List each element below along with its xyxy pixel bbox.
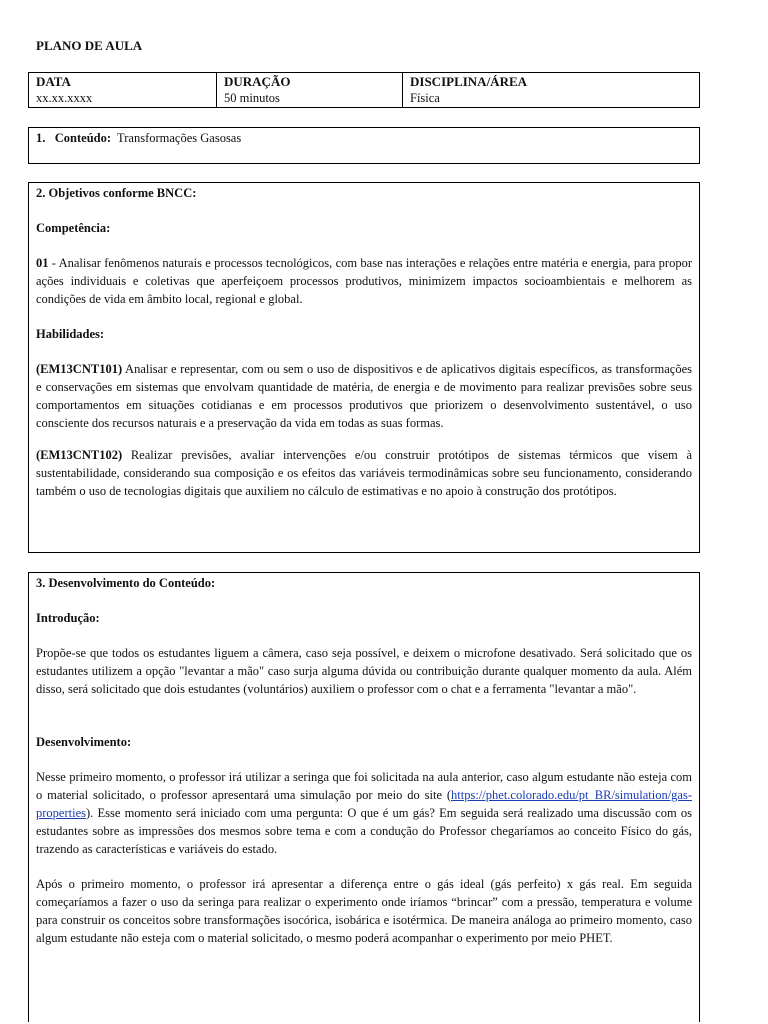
section-objetivos — [28, 182, 700, 553]
section-number: 1. — [36, 131, 46, 145]
table-header-data: DATA — [36, 74, 71, 89]
desenvolvimento-paragraph-2: Após o primeiro momento, o professor irá apresentar a diferença entre o gás ideal (gás perfeito) x gás real. Em seguida começaríamos a fazer o uso da seringa para realizar o experimento onde iríamos “brincar” com a pressão, temperatura e volume para construir os conceitos sobre transformações isocórica, isobárica e isotérmica. De maneira análoga ao primeiro momento, caso algum estudante não esteja com o material solicitado, o mesmo poderá acompanhar o experimento por meio PHET. — [36, 877, 692, 945]
section-label: Conteúdo: — [54, 131, 112, 145]
habilidade-text-2: Realizar previsões, avaliar intervenções e/ou construir protótipos de sistemas térmicos que visem à sustentabilidade, considerando sua composição e os efeitos das variáveis termodinâmicas sobre seu funcionamento, considerando também o uso de tecnologias digitais que auxiliem no cálculo de estimativas e no apoio à construção dos protótipos. — [36, 448, 692, 498]
dev-text-b: ). Esse momento será iniciado com uma pergunta: O que é um gás? Em seguida será realizado uma discussão com os estudantes sobre as impressões dos mesmos sobre tema e com a condução do Professor chegaríamos ao conceito Físico do gás, trazendo as características e variáveis do estado. — [36, 806, 692, 856]
habilidade-paragraph-2 — [36, 446, 692, 500]
habilidades-label: Habilidades: — [36, 327, 105, 341]
table-col-duracao — [217, 73, 403, 107]
desenvolvimento-paragraph-1 — [36, 768, 692, 858]
desenvolvimento-label: Desenvolvimento: — [36, 735, 132, 749]
table-header-duracao: DURAÇÃO — [224, 74, 291, 89]
habilidade-code-1: (EM13CNT101) — [36, 362, 123, 376]
habilidade-code-2: (EM13CNT102) — [36, 448, 123, 462]
section-conteudo — [28, 127, 700, 164]
table-col-disciplina — [403, 73, 699, 107]
section-heading: 2. Objetivos conforme BNCC: — [36, 186, 197, 200]
section-value: Transformações Gasosas — [117, 131, 242, 145]
competencia-text: - Analisar fenômenos naturais e processos tecnológicos, com base nas interações e relações entre matéria e energia, para propor ações individuais e coletivas que aperfeiçoem processos produtivos, minimizem impactos socioambientais e melhorem as condições de vida em âmbito local, regional e global. — [36, 256, 692, 306]
competencia-code: 01 — [36, 256, 49, 270]
table-value-duracao: 50 minutos — [224, 91, 280, 105]
competencia-label: Competência: — [36, 221, 111, 235]
competencia-paragraph — [36, 254, 692, 308]
dev-text-a: Nesse primeiro momento, o professor irá utilizar a seringa que foi solicitada na aula anterior, caso algum estudante não esteja com o material solicitado, o professor apresentará uma simulação por meio do site ( — [36, 770, 692, 802]
habilidade-text-1: Analisar e representar, com ou sem o uso de dispositivos e de aplicativos digitais específicos, as transformações e conservações em sistemas que envolvam quantidade de matéria, de energia e de movimento para realizar previsões sobre seus comportamentos em situações cotidianas e em processos produtivos que priorizem o desenvolvimento sustentável, o uso consciente dos recursos naturais e a preservação da vida em todas as suas formas. — [36, 362, 692, 430]
info-table — [28, 72, 700, 108]
section-heading: 3. Desenvolvimento do Conteúdo: — [36, 576, 216, 590]
table-value-disciplina: Física — [410, 91, 440, 105]
table-value-data: xx.xx.xxxx — [36, 91, 93, 105]
section-desenvolvimento — [28, 572, 700, 1022]
introducao-paragraph: Propõe-se que todos os estudantes liguem a câmera, caso seja possível, e deixem o microfone desativado. Será solicitado que os estudantes utilizem a opção "levantar a mão" caso surja alguma dúvida ou contribuição durante qualquer momento da aula. Além disso, será solicitado que dois estudantes (voluntários) auxiliem o professor com o chat e a ferramenta "levantar a mão". — [36, 646, 692, 696]
table-header-disciplina: DISCIPLINA/ÁREA — [410, 74, 528, 89]
table-col-data — [29, 73, 217, 107]
phet-link[interactable]: https://phet.colorado.edu/pt_BR/simulation/gas-properties — [36, 788, 692, 820]
habilidade-paragraph-1 — [36, 360, 692, 432]
introducao-label: Introdução: — [36, 611, 100, 625]
document-title: PLANO DE AULA — [36, 38, 143, 53]
